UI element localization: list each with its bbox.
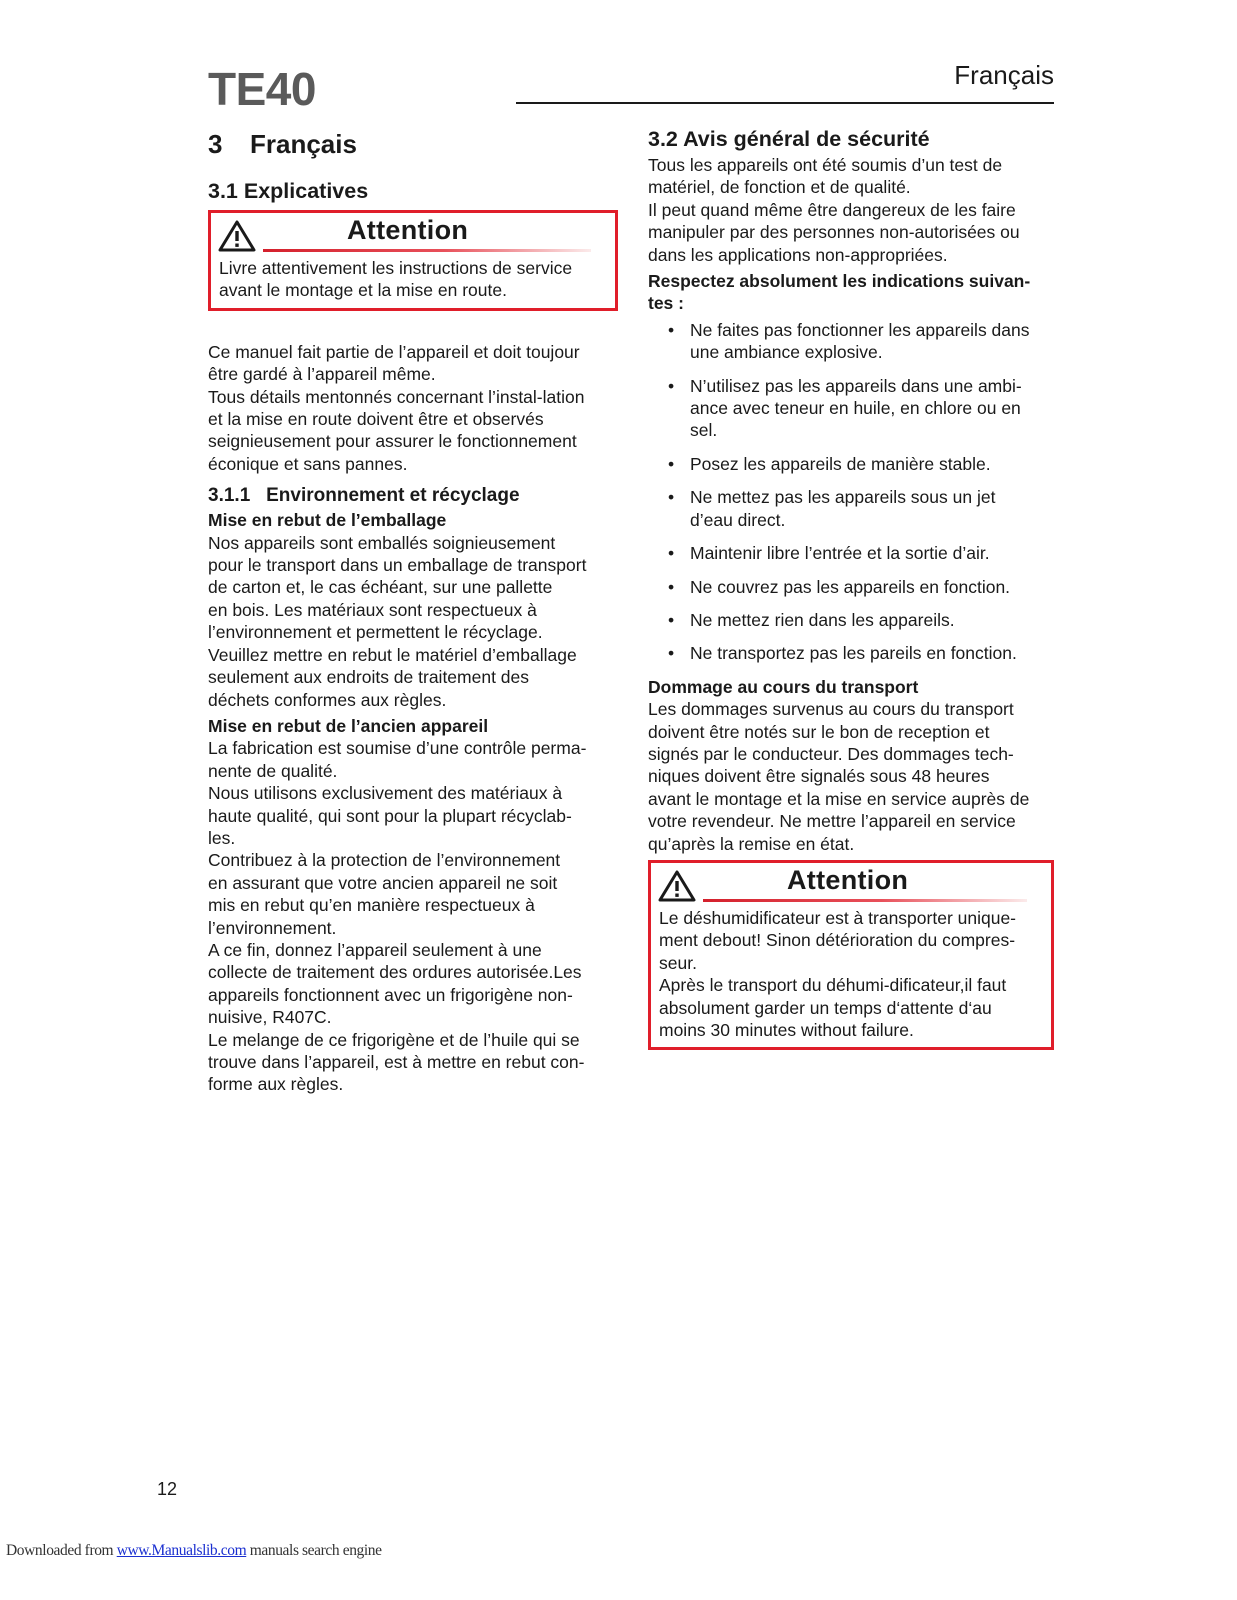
- list-item-line: ance avec teneur en huile, en chlore ou en: [690, 398, 1021, 419]
- attention-text-line: moins 30 minutes without failure.: [659, 1020, 914, 1040]
- text-line: Nos appareils sont emballés soignieusement: [208, 532, 556, 553]
- text-line: haute qualité, qui sont pour la plupart récyclab-: [208, 805, 572, 826]
- text-line: signés par le conducteur. Des dommages tech-: [648, 743, 1014, 764]
- text-line: A ce fin, donnez l’appareil seulement à une: [208, 939, 542, 960]
- packaging-title: Mise en rebut de l’emballage: [208, 510, 447, 531]
- text-line: déchets conformes aux règles.: [208, 689, 447, 710]
- text-line: forme aux règles.: [208, 1074, 344, 1095]
- old-device-section: [208, 715, 618, 1096]
- transport-title: Dommage au cours du transport: [648, 676, 919, 697]
- manualslib-link[interactable]: www.Manualslib.com: [116, 1542, 247, 1559]
- bullet-icon: •: [668, 375, 675, 396]
- list-item: [648, 375, 1058, 442]
- text-line: matériel, de fonction et de qualité.: [648, 177, 911, 198]
- list-item: [648, 453, 1058, 475]
- text-line: doivent être notés sur le bon de reception et: [648, 721, 990, 742]
- attention-text-line: absolument garder un temps d‘attente d‘au: [659, 997, 992, 1018]
- list-item-line: N’utilisez pas les appareils dans une ambi-: [690, 375, 1022, 396]
- list-item-line: Ne mettez pas les appareils sous un jet: [690, 487, 996, 508]
- subsubsection-title: Environnement et récyclage: [266, 485, 520, 507]
- text-line: de carton et, le cas échéant, sur une pallette: [208, 577, 553, 598]
- list-item-line: d’eau direct.: [690, 509, 786, 530]
- header-rule: [516, 102, 1054, 104]
- attention-underline: [263, 249, 591, 252]
- subsection-explicatives: 3.1 Explicatives: [208, 179, 369, 203]
- bullet-icon: •: [668, 576, 675, 597]
- bullet-icon: •: [668, 453, 675, 474]
- model-title: TE40: [208, 63, 316, 115]
- attention-text-line: Livre attentivement les instructions de service: [219, 258, 573, 278]
- attention-text-line: Après le transport du déhumi-dificateur,il faut: [659, 975, 1007, 996]
- transport-section: [648, 676, 1058, 855]
- subsubsection-number: 3.1.1: [208, 485, 251, 507]
- text-line: Il peut quand même être dangereux de les faire: [648, 199, 1016, 220]
- text-line: Nous utilisons exclusivement des matériaux à: [208, 783, 563, 804]
- emphasis-line: tes :: [648, 293, 684, 314]
- attention-underline: [703, 899, 1027, 902]
- attention-title: Attention: [347, 215, 469, 245]
- list-item-line: Ne couvrez pas les appareils en fonction.: [690, 576, 1011, 597]
- attention-text-line: seur.: [659, 952, 697, 973]
- safety-intro: [648, 154, 1058, 266]
- list-item: [648, 642, 1058, 664]
- subsubsection-environnement: [208, 483, 618, 509]
- text-line: manipuler par des personnes non-autorisées ou: [648, 222, 1020, 243]
- text-line: en assurant que votre ancien appareil ne soit: [208, 872, 558, 893]
- safety-list: [648, 319, 1058, 665]
- list-item-line: Maintenir libre l’entrée et la sortie d’air.: [690, 543, 990, 564]
- text-line: Le melange de ce frigorigène et de l’huile qui se: [208, 1029, 580, 1050]
- warning-triangle-icon: [657, 869, 697, 903]
- list-item-line: Ne mettez rien dans les appareils.: [690, 609, 955, 630]
- right-column: [648, 124, 1058, 1050]
- bullet-icon: •: [668, 543, 675, 564]
- text-line: seulement aux endroits de traitement des: [208, 667, 530, 688]
- list-item-line: une ambiance explosive.: [690, 342, 883, 363]
- old-device-title: Mise en rebut de l’ancien appareil: [208, 715, 489, 736]
- text-line: votre revendeur. Ne mettre l’appareil en service: [648, 811, 1016, 832]
- attention-header: [659, 864, 1043, 907]
- text-line: et la mise en route doivent être et observés: [208, 409, 544, 430]
- emphasis-line: Respectez absolument les indications suivan-: [648, 271, 1031, 292]
- text-line: Ce manuel fait partie de l’appareil et doit toujour: [208, 341, 580, 362]
- text-line: appareils fonctionnent avec un frigorigène non-: [208, 984, 573, 1005]
- list-item-line: sel.: [690, 420, 718, 441]
- attention-box-1: [208, 210, 618, 311]
- footer-suffix: manuals search engine: [246, 1542, 382, 1559]
- attention-title: Attention: [787, 864, 909, 895]
- text-line: l’environnement et permettent le récyclage.: [208, 622, 543, 643]
- text-line: éconique et sans pannes.: [208, 453, 408, 474]
- attention-text-line: ment debout! Sinon détérioration du compres-: [659, 930, 1016, 951]
- list-item-line: Ne transportez pas les pareils en fonction.: [690, 643, 1017, 664]
- text-line: nuisive, R407C.: [208, 1007, 332, 1028]
- text-line: l’environnement.: [208, 917, 337, 938]
- text-line: être gardé à l’appareil même.: [208, 364, 436, 385]
- page-number: 12: [157, 1479, 178, 1499]
- attention-text-line: Le déshumidificateur est à transporter unique-: [659, 907, 1017, 928]
- text-line: seignieusement pour assurer le fonctionnement: [208, 431, 577, 452]
- bullet-icon: •: [668, 609, 675, 630]
- text-line: Veuillez mettre en rebut le matériel d’emballage: [208, 644, 577, 665]
- list-item-line: Posez les appareils de manière stable.: [690, 453, 991, 474]
- language-label: Français: [954, 60, 1054, 90]
- warning-triangle-icon: [217, 219, 257, 253]
- attention-box-2: [648, 860, 1054, 1050]
- text-line: en bois. Les matériaux sont respectueux à: [208, 599, 537, 620]
- text-line: qu’après la remise en état.: [648, 833, 855, 854]
- text-line: Les dommages survenus au cours du transport: [648, 699, 1014, 720]
- download-footer: [6, 1542, 382, 1560]
- intro-paragraph: [208, 341, 618, 475]
- text-line: Tous détails mentonnés concernant l’instal-lation: [208, 386, 585, 407]
- list-item: [648, 576, 1058, 598]
- text-line: mis en rebut qu’en manière respectueux à: [208, 895, 535, 916]
- list-item: [648, 319, 1058, 364]
- bullet-icon: •: [668, 319, 675, 340]
- text-line: Contribuez à la protection de l’environnement: [208, 850, 561, 871]
- attention-text-line: avant le montage et la mise en route.: [219, 280, 507, 301]
- list-item: [648, 486, 1058, 531]
- text-line: collecte de traitement des ordures autorisée.Les: [208, 962, 582, 983]
- text-line: trouve dans l’appareil, est à mettre en rebut con-: [208, 1052, 585, 1072]
- bullet-icon: •: [668, 643, 675, 664]
- list-item: [648, 542, 1058, 564]
- list-item: [648, 609, 1058, 631]
- text-line: avant le montage et la mise en service auprès de: [648, 788, 1030, 809]
- text-line: les.: [208, 827, 236, 848]
- footer-prefix: Downloaded from: [6, 1542, 117, 1559]
- attention-header: [219, 217, 607, 257]
- packaging-section: [208, 509, 618, 711]
- bullet-icon: •: [668, 487, 675, 508]
- section-number: 3: [208, 129, 223, 159]
- text-line: dans les applications non-appropriées.: [648, 244, 948, 265]
- text-line: Tous les appareils ont été soumis d’un test de: [648, 155, 1003, 175]
- subsection-securite: 3.2 Avis général de sécurité: [648, 127, 930, 151]
- left-column: [208, 124, 618, 1096]
- list-item-line: Ne faites pas fonctionner les appareils dans: [690, 319, 1030, 340]
- text-line: niques doivent être signalés sous 48 heures: [648, 766, 990, 787]
- section-title: Français: [250, 129, 357, 159]
- text-line: pour le transport dans un emballage de transport: [208, 555, 587, 576]
- text-line: La fabrication est soumise d’une contrôle perma-: [208, 738, 587, 759]
- text-line: nente de qualité.: [208, 760, 338, 781]
- section-heading: [208, 126, 618, 162]
